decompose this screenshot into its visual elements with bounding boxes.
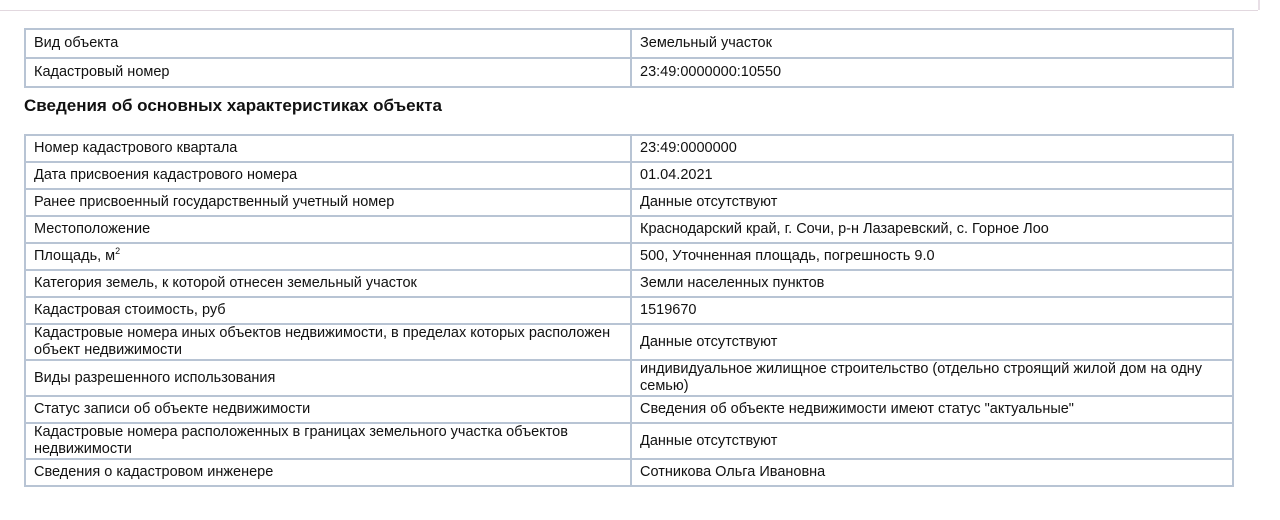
- table-row: [25, 396, 1233, 423]
- superscript: 2: [115, 246, 121, 257]
- row-value: Сведения об объекте недвижимости имеют статус "актуальные": [631, 396, 1233, 423]
- row-value: Сотникова Ольга Ивановна: [631, 459, 1233, 486]
- row-label: Площадь, м: [34, 248, 116, 264]
- row-value: Земли населенных пунктов: [631, 270, 1233, 297]
- row-value: Краснодарский край, г. Сочи, р-н Лазаревский, с. Горное Лоо: [631, 216, 1233, 243]
- row-label: Вид объекта: [25, 29, 631, 58]
- row-label: Виды разрешенного использования: [25, 360, 631, 396]
- row-value: Данные отсутствуют: [631, 189, 1233, 216]
- row-value: 500, Уточненная площадь, погрешность 9.0: [631, 243, 1233, 270]
- table-row: [25, 29, 1233, 58]
- row-label: Кадастровая стоимость, руб: [25, 297, 631, 324]
- object-info-table: [24, 28, 1234, 88]
- section-title: Сведения об основных характеристиках объекта: [24, 96, 442, 115]
- table-row: [25, 459, 1233, 486]
- row-label: Кадастровый номер: [25, 58, 631, 87]
- row-value: Данные отсутствуют: [631, 423, 1233, 459]
- top-divider: [0, 0, 1258, 11]
- row-label: Статус записи об объекте недвижимости: [25, 396, 631, 423]
- row-label: Кадастровые номера расположенных в границах земельного участка объектов недвижимости: [25, 423, 631, 459]
- row-label: Категория земель, к которой отнесен земельный участок: [25, 270, 631, 297]
- table-row: [25, 423, 1233, 459]
- row-label: Местоположение: [25, 216, 631, 243]
- table-row: [25, 270, 1233, 297]
- row-label: Номер кадастрового квартала: [25, 135, 631, 162]
- row-value: Земельный участок: [631, 29, 1233, 58]
- scrollbar-edge: [1258, 0, 1260, 10]
- row-label: Кадастровые номера иных объектов недвижимости, в пределах которых расположен объект недвижимости: [25, 324, 631, 360]
- row-value: Данные отсутствуют: [631, 324, 1233, 360]
- row-value: 01.04.2021: [631, 162, 1233, 189]
- row-value: 23:49:0000000: [631, 135, 1233, 162]
- table-row: [25, 58, 1233, 87]
- row-value: 23:49:0000000:10550: [631, 58, 1233, 87]
- table-row: [25, 216, 1233, 243]
- row-label: Ранее присвоенный государственный учетный номер: [25, 189, 631, 216]
- row-label: Дата присвоения кадастрового номера: [25, 162, 631, 189]
- table-row: [25, 135, 1233, 162]
- table-row: [25, 189, 1233, 216]
- row-label: Сведения о кадастровом инженере: [25, 459, 631, 486]
- table-row: [25, 297, 1233, 324]
- table-row: [25, 360, 1233, 396]
- row-value: индивидуальное жилищное строительство (отдельно строящий жилой дом на одну семью): [631, 360, 1233, 396]
- characteristics-table: [24, 134, 1234, 487]
- area-label-cell: [25, 243, 631, 270]
- table-row: [25, 243, 1233, 270]
- table-row: [25, 162, 1233, 189]
- table-row: [25, 324, 1233, 360]
- row-value: 1519670: [631, 297, 1233, 324]
